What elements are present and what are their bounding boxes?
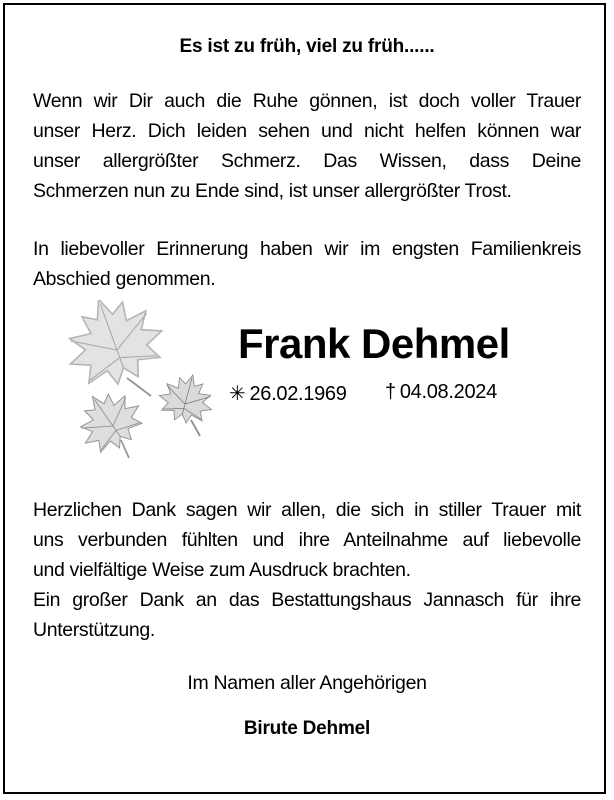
text-line: uns verbunden fühlten und ihre Anteilnahme auf liebevolle [33, 529, 581, 551]
death-date-group [385, 381, 497, 404]
death-cross-icon: † [385, 381, 396, 403]
paragraph-intro [33, 86, 581, 206]
maple-leaf-small [154, 368, 219, 428]
signature-name: Birute Dehmel [243, 718, 371, 739]
text-line: In liebevoller Erinnerung haben wir im engsten Familienkreis [33, 238, 581, 260]
text-line: Wenn wir Dir auch die Ruhe gönnen, ist doch voller Trauer [33, 90, 581, 112]
birth-date: 26.02.1969 [249, 383, 347, 405]
notice-heading: Es ist zu früh, viel zu früh...... [179, 36, 435, 57]
birth-star-icon: ✳ [229, 383, 246, 405]
text-line: Ein großer Dank an das Bestattungshaus Jannasch für ihre [33, 589, 581, 611]
maple-leaf-medium [66, 378, 152, 462]
deceased-name: Frank Dehmel [238, 320, 510, 367]
paragraph-thanks [33, 495, 581, 645]
paragraph-farewell [33, 234, 581, 294]
text-line: unser allergrößter Schmerz. Das Wissen, dass Deine [33, 150, 581, 172]
death-date: 04.08.2024 [399, 381, 497, 403]
birth-date-group [229, 381, 347, 406]
text-line: und vielfältige Weise zum Ausdruck brachten. [33, 559, 411, 581]
text-line: unser Herz. Dich leiden sehen und nicht helfen können war [33, 120, 581, 142]
text-line: Schmerzen nun zu Ende sind, ist unser allergrößter Trost. [33, 180, 512, 202]
text-line: Herzlichen Dank sagen wir allen, die sich in stiller Trauer mit [33, 499, 581, 521]
autumn-leaves-image [55, 300, 225, 465]
leaf-stem [127, 378, 151, 396]
text-line: Abschied genommen. [33, 268, 216, 290]
text-line: Unterstützung. [33, 619, 155, 641]
closing-line: Im Namen aller Angehörigen [187, 672, 427, 694]
maple-leaf-large [55, 300, 174, 397]
